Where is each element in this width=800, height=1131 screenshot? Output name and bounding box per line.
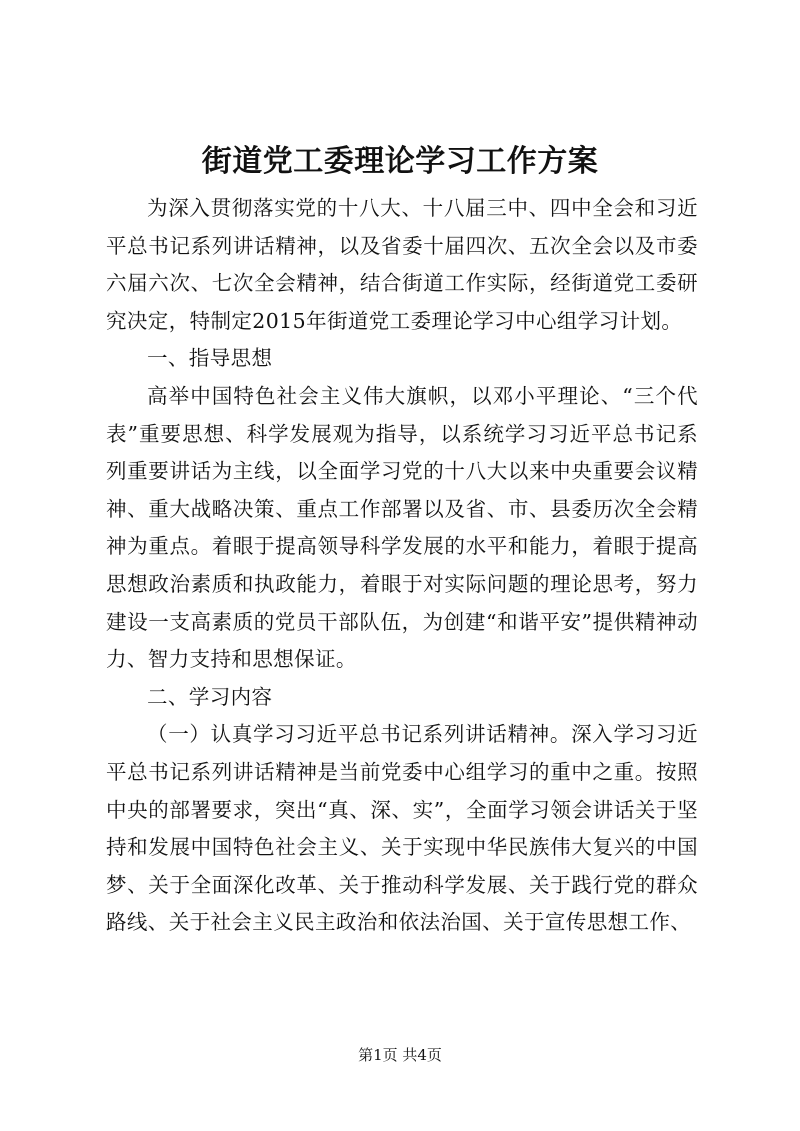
document-title: 街道党工委理论学习工作方案 <box>201 144 599 179</box>
study-content-paragraph: （一）认真学习习近平总书记系列讲话精神。深入学习习近平总书记系列讲话精神是当前党委中心组学习的重中之重。按照中央的部署要求，突出“真、深、实”，全面学习领会讲话关于坚持和发展中国特色社会主义、关于实现中华民族伟大复兴的中国梦、关于全面深化改革、关于推动科学发展、关于践行党的群众路线、关于社会主义民主政治和依法治国、关于宣传思想工作、 <box>106 722 698 935</box>
document-body <box>106 190 698 942</box>
page-footer: 第1页 共4页 <box>358 1046 442 1064</box>
intro-paragraph: 为深入贯彻落实党的十八大、十八届三中、四中全会和习近平总书记系列讲话精神，以及省委十届四次、五次全会以及市委六届六次、七次全会精神，结合街道工作实际，经街道党工委研究决定，特制定2015年街道党工委理论学习中心组学习计划。 <box>106 196 698 333</box>
section-heading-study-content: 二、学习内容 <box>147 684 273 709</box>
guiding-ideology-paragraph: 高举中国特色社会主义伟大旗帜，以邓小平理论、“三个代表”重要思想、科学发展观为指导，以系统学习习近平总书记系列重要讲话为主线，以全面学习党的十八大以来中央重要会议精神、重大战略决策、重点工作部署以及省、市、县委历次全会精神为重点。着眼于提高领导科学发展的水平和能力，着眼于提高思想政治素质和执政能力，着眼于对实际问题的理论思考，努力建设一支高素质的党员干部队伍，为创建“和谐平安”提供精神动力、智力支持和思想保证。 <box>106 383 698 672</box>
section-heading-guiding-ideology: 一、指导思想 <box>147 346 273 371</box>
